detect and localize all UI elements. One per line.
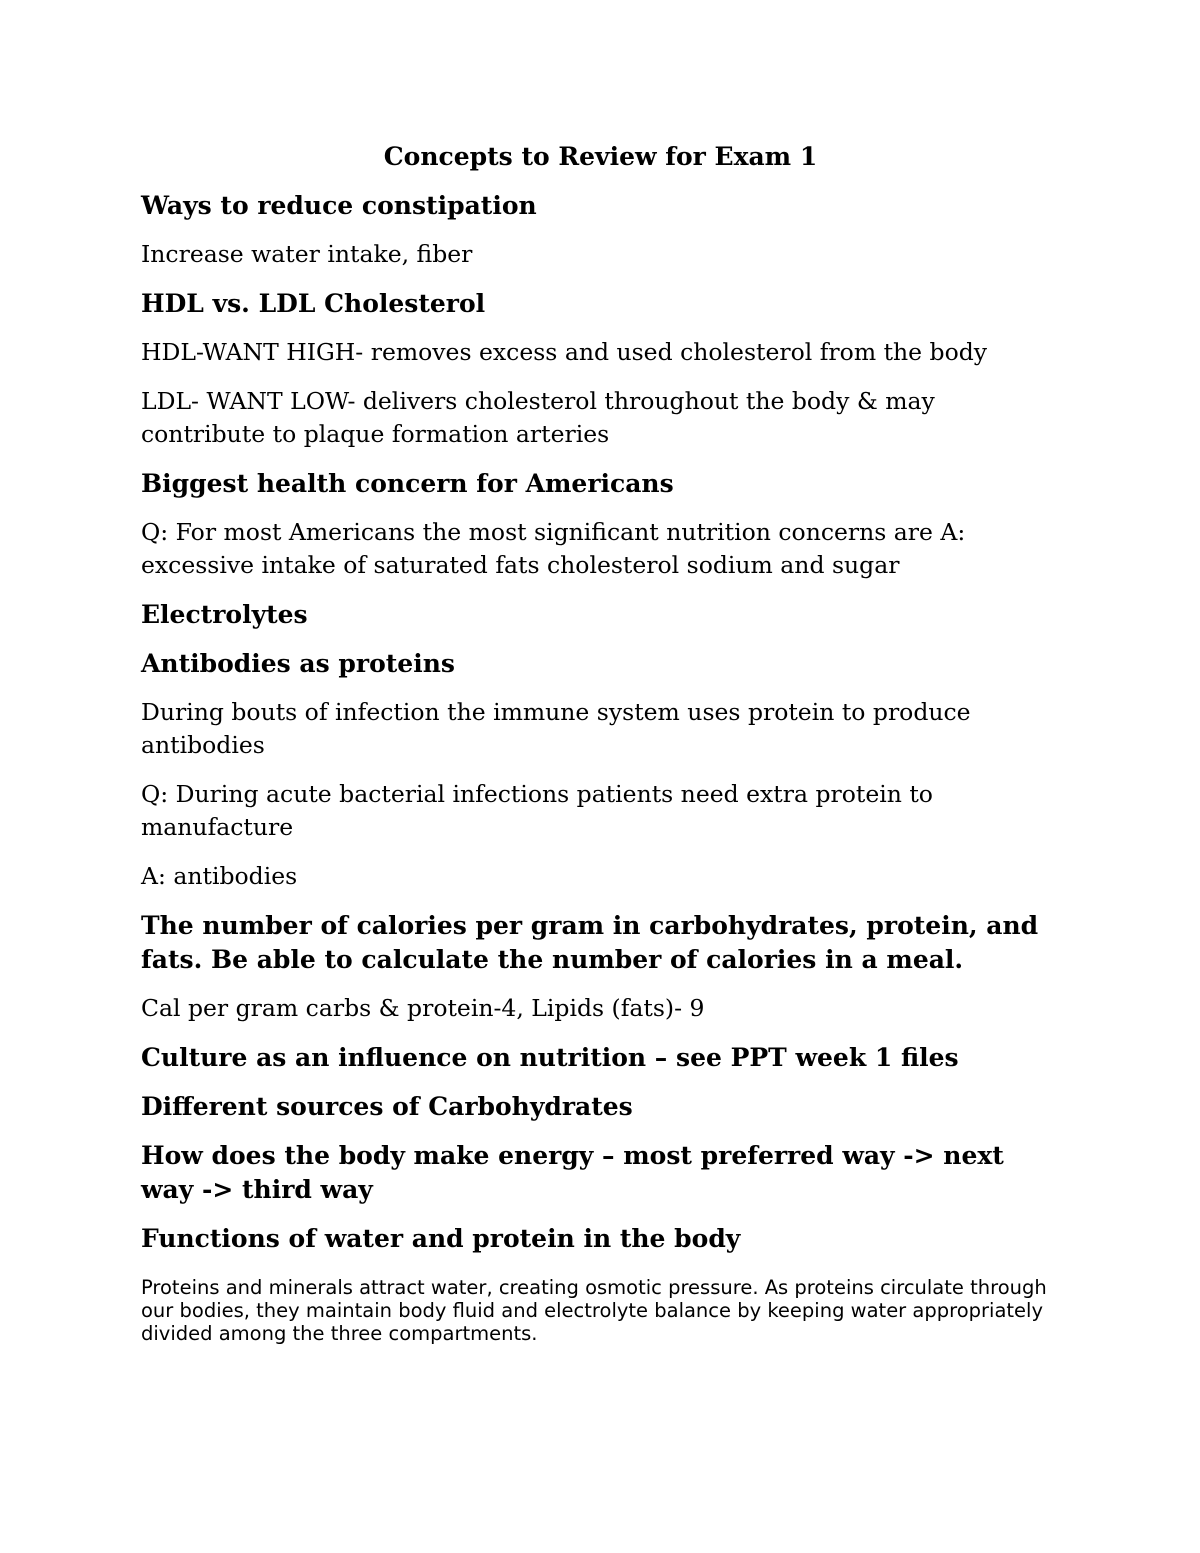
section-heading-constipation: Ways to reduce constipation — [141, 191, 537, 220]
section-heading-health-concern: Biggest health concern for Americans — [141, 469, 674, 498]
paragraph-calories: Cal per gram carbs & protein-4, Lipids (fats)- 9 — [141, 994, 705, 1022]
paragraph-antibodies: During bouts of infection the immune system uses protein to produce antibodies — [141, 698, 971, 759]
section-heading-culture: Culture as an influence on nutrition – see PPT week 1 files — [141, 1043, 959, 1072]
paragraph-antibodies-question: Q: During acute bacterial infections patients need extra protein to manufacture — [141, 780, 933, 841]
section-heading-electrolytes: Electrolytes — [141, 600, 308, 629]
section-heading-cholesterol: HDL vs. LDL Cholesterol — [141, 289, 486, 318]
section-heading-carbohydrate-sources: Different sources of Carbohydrates — [141, 1092, 633, 1121]
paragraph-health-concern-qa: Q: For most Americans the most significant nutrition concerns are A: excessive intake of saturated fats cholesterol sodium and sugar — [141, 518, 966, 579]
paragraph-hdl: HDL-WANT HIGH- removes excess and used cholesterol from the body — [141, 338, 988, 366]
section-heading-antibodies: Antibodies as proteins — [141, 649, 455, 678]
section-heading-calories: The number of calories per gram in carbohydrates, protein, and fats. Be able to calculate the number of calories in a meal. — [141, 911, 1039, 974]
paragraph-ldl: LDL- WANT LOW- delivers cholesterol throughout the body & may contribute to plaque formation arteries — [141, 387, 935, 448]
section-heading-water-protein: Functions of water and protein in the body — [141, 1224, 741, 1253]
paragraph-antibodies-answer: A: antibodies — [141, 862, 298, 890]
document-title: Concepts to Review for Exam 1 — [383, 142, 818, 171]
section-heading-energy: How does the body make energy – most preferred way -> next way -> third way — [141, 1141, 1004, 1204]
paragraph-constipation-answer: Increase water intake, fiber — [141, 240, 473, 268]
paragraph-osmotic-pressure: Proteins and minerals attract water, creating osmotic pressure. As proteins circulate through our bodies, they maintain body fluid and electrolyte balance by keeping water appropriately divided among the three compartments. — [141, 1276, 1047, 1345]
